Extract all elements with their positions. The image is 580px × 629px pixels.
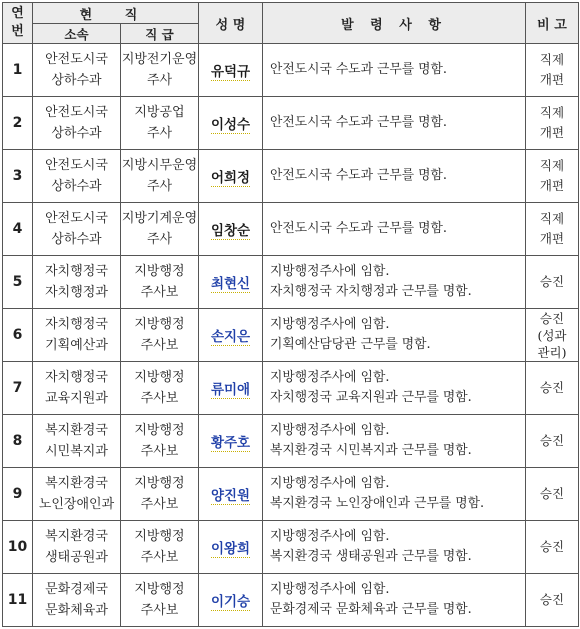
row-rank: 지방행정 주사보 <box>121 362 199 415</box>
row-unit: 안전도시국 상하수과 <box>33 97 121 150</box>
row-order: 안전도시국 수도과 근무를 명함. <box>263 203 526 256</box>
row-rank: 지방전기운영 주사 <box>121 44 199 97</box>
row-name: 이왕희 <box>199 521 263 574</box>
row-note: 승진 <box>526 521 579 574</box>
row-no: 10 <box>3 521 33 574</box>
header-no-text: 연번 <box>11 6 24 39</box>
personnel-order-table <box>2 2 579 627</box>
row-note: 승진 <box>526 256 579 309</box>
table-row <box>3 574 579 627</box>
row-rank: 지방행정 주사보 <box>121 309 199 362</box>
row-note: 직제 개편 <box>526 203 579 256</box>
header-note: 비 고 <box>526 3 579 44</box>
table-header <box>3 3 579 44</box>
row-no: 11 <box>3 574 33 627</box>
row-order: 지방행정주사에 임함. 자치행정국 자치행정과 근무를 명함. <box>263 256 526 309</box>
row-no: 4 <box>3 203 33 256</box>
row-order: 안전도시국 수도과 근무를 명함. <box>263 150 526 203</box>
header-unit: 소속 <box>33 24 121 44</box>
row-unit: 안전도시국 상하수과 <box>33 44 121 97</box>
row-name: 이성수 <box>199 97 263 150</box>
row-note: 승진 (성과 관리) <box>526 309 579 362</box>
row-no: 6 <box>3 309 33 362</box>
row-rank: 지방공업 주사 <box>121 97 199 150</box>
row-name: 양진원 <box>199 468 263 521</box>
row-no: 1 <box>3 44 33 97</box>
row-order: 안전도시국 수도과 근무를 명함. <box>263 44 526 97</box>
row-name: 어희정 <box>199 150 263 203</box>
row-rank: 지방행정 주사보 <box>121 256 199 309</box>
row-order: 지방행정주사에 임함. 자치행정국 교육지원과 근무를 명함. <box>263 362 526 415</box>
row-name: 이기승 <box>199 574 263 627</box>
table-row <box>3 521 579 574</box>
row-order: 안전도시국 수도과 근무를 명함. <box>263 97 526 150</box>
row-note: 직제 개편 <box>526 97 579 150</box>
row-no: 8 <box>3 415 33 468</box>
row-order: 지방행정주사에 임함. 문화경제국 문화체육과 근무를 명함. <box>263 574 526 627</box>
row-order: 지방행정주사에 임함. 복지환경국 노인장애인과 근무를 명함. <box>263 468 526 521</box>
row-unit: 문화경제국 문화체육과 <box>33 574 121 627</box>
row-unit: 복지환경국 시민복지과 <box>33 415 121 468</box>
row-order: 지방행정주사에 임함. 복지환경국 시민복지과 근무를 명함. <box>263 415 526 468</box>
row-unit: 복지환경국 생태공원과 <box>33 521 121 574</box>
row-no: 2 <box>3 97 33 150</box>
row-note: 승진 <box>526 415 579 468</box>
table-row <box>3 256 579 309</box>
table-row <box>3 309 579 362</box>
row-rank: 지방행정 주사보 <box>121 521 199 574</box>
row-name: 류미애 <box>199 362 263 415</box>
row-no: 7 <box>3 362 33 415</box>
row-rank: 지방기계운영 주사 <box>121 203 199 256</box>
row-unit: 자치행정국 자치행정과 <box>33 256 121 309</box>
row-unit: 안전도시국 상하수과 <box>33 150 121 203</box>
header-rank: 직 급 <box>121 24 199 44</box>
header-order: 발 령 사 항 <box>263 3 526 44</box>
row-no: 5 <box>3 256 33 309</box>
row-unit: 복지환경국 노인장애인과 <box>33 468 121 521</box>
row-rank: 지방행정 주사보 <box>121 415 199 468</box>
table-row <box>3 468 579 521</box>
table-row <box>3 97 579 150</box>
table-row <box>3 362 579 415</box>
header-name: 성 명 <box>199 3 263 44</box>
row-unit: 자치행정국 기획예산과 <box>33 309 121 362</box>
row-note: 승진 <box>526 362 579 415</box>
row-name: 손지은 <box>199 309 263 362</box>
row-note: 승진 <box>526 468 579 521</box>
row-name: 임창순 <box>199 203 263 256</box>
row-rank: 지방시무운영 주사 <box>121 150 199 203</box>
header-current-position: 현 직 <box>33 3 199 24</box>
row-note: 직제 개편 <box>526 44 579 97</box>
row-unit: 안전도시국 상하수과 <box>33 203 121 256</box>
row-unit: 자치행정국 교육지원과 <box>33 362 121 415</box>
row-order: 지방행정주사에 임함. 기획예산담당관 근무를 명함. <box>263 309 526 362</box>
row-rank: 지방행정 주사보 <box>121 574 199 627</box>
row-note: 직제 개편 <box>526 150 579 203</box>
row-no: 3 <box>3 150 33 203</box>
row-name: 황주호 <box>199 415 263 468</box>
row-rank: 지방행정 주사보 <box>121 468 199 521</box>
table-row <box>3 415 579 468</box>
table-body <box>3 44 579 627</box>
row-name: 최현신 <box>199 256 263 309</box>
row-name: 유덕규 <box>199 44 263 97</box>
table-row <box>3 150 579 203</box>
row-note: 승진 <box>526 574 579 627</box>
row-order: 지방행정주사에 임함. 복지환경국 생태공원과 근무를 명함. <box>263 521 526 574</box>
table-row <box>3 203 579 256</box>
header-no <box>3 3 33 44</box>
table-row <box>3 44 579 97</box>
row-no: 9 <box>3 468 33 521</box>
